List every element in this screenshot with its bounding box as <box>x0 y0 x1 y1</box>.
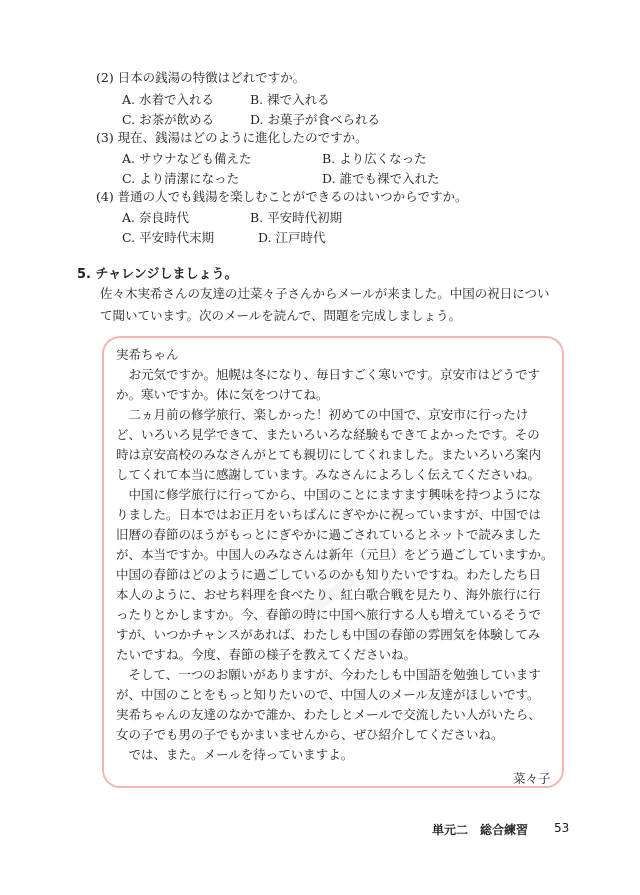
mail-greeting: 実希ちゃん <box>116 347 179 362</box>
q3-option-d: D. 誰でも裸で入れた <box>322 171 440 186</box>
q2-option-c: C. お茶が飲める <box>122 112 215 127</box>
q3-option-b: B. より広くなった <box>322 151 427 166</box>
mail-line: ったりとかしますか。今、春節の時に中国へ旅行する人も増えているそうで <box>116 607 542 622</box>
mail-line: 中国に修学旅行に行ってから、中国のことにますます興味を持つようにな <box>116 487 542 502</box>
q3-option-a: A. サウナなども備えた <box>122 151 252 166</box>
q4-option-c: C. 平安時代末期 <box>122 230 215 245</box>
section-5-title: 5. チャレンジしましょう。 <box>77 267 238 282</box>
question-3: (3) 現在、銭湯はどのように進化したのですか。 <box>96 130 368 145</box>
mail-line: 旧暦の春節のほうがもっとにぎやかに過ごされているとネットで読みました <box>116 527 542 542</box>
section-5-intro-line-2: て聞いています。次のメールを読んで、問題を完成しましょう。 <box>100 308 462 323</box>
q4-option-d: D. 江戸時代 <box>258 230 326 245</box>
mail-line: が、本当ですか。中国人のみなさんは新年（元旦）をどう過ごしていますか。 <box>116 547 554 562</box>
mail-line: してくれて本当に感謝しています。みなさんによろしく伝えてくださいね。 <box>116 467 541 482</box>
mail-line: 女の子でも男の子でもかまいませんから、ぜひ紹介してくださいね。 <box>116 727 504 742</box>
mail-line: か。寒いですか。体に気をつけてね。 <box>116 387 329 402</box>
mail-line: そして、一つのお願いがありますが、今わたしも中国語を勉強しています <box>116 667 541 682</box>
mail-line: すが、いつかチャンスがあれば、わたしも中国の春節の雰囲気を体験してみ <box>116 627 541 642</box>
question-2: (2) 日本の銭湯の特徴はどれですか。 <box>96 70 306 85</box>
mail-signature: 菜々子 <box>513 771 551 786</box>
page-number: 53 <box>554 821 570 835</box>
mail-line: が、中国のことをもっと知りたいので、中国人のメール友達がほしいです。 <box>116 687 540 702</box>
q2-option-a: A. 水着で入れる <box>122 92 214 107</box>
mail-line: 二ヵ月前の修学旅行、楽しかった！初めての中国で、京安市に行ったけ <box>116 407 529 422</box>
section-5-intro-line-1: 佐々木実希さんの友達の辻菜々子さんからメールが来ました。中国の祝日につい <box>100 286 550 301</box>
q3-option-c: C. より清潔になった <box>122 171 240 186</box>
mail-line: お元気ですか。旭幌は冬になり、毎日すごく寒いです。京安市はどうです <box>116 367 541 382</box>
q2-option-d: D. お菓子が食べられる <box>250 112 381 127</box>
mail-line: では、また。メールを待っていますよ。 <box>116 747 354 762</box>
mail-line: ど、いろいろ見学できて、またいろいろな経験もできてよかったです。その <box>116 427 540 442</box>
mail-line: 本人のように、おせち料理を食べたり、紅白歌合戦を見たり、海外旅行に行 <box>116 587 541 602</box>
footer-unit-title: 単元二 総合練習 <box>432 823 529 837</box>
mail-line: 実希ちゃんの友達のなかで誰か、わたしとメールで交流したい人がいたら、 <box>116 707 541 722</box>
q4-option-b: B. 平安時代初期 <box>250 210 343 225</box>
mail-line: りました。日本ではお正月をいちばんにぎやかに祝っていますが、中国では <box>116 507 542 522</box>
q2-option-b: B. 裸で入れる <box>250 92 330 107</box>
question-4: (4) 普通の人でも銭湯を楽しむことができるのはいつからですか。 <box>96 189 468 204</box>
mail-line: 中国の春節はどのように過ごしているのかも知りたいですね。わたしたち日 <box>116 567 542 582</box>
mail-line: 時は京安高校のみなさんがとても親切にしてくれました。またいろいろ案内 <box>116 447 542 462</box>
mail-line: たいですね。今度、春節の様子を教えてくださいね。 <box>116 647 417 662</box>
q4-option-a: A. 奈良時代 <box>122 210 189 225</box>
